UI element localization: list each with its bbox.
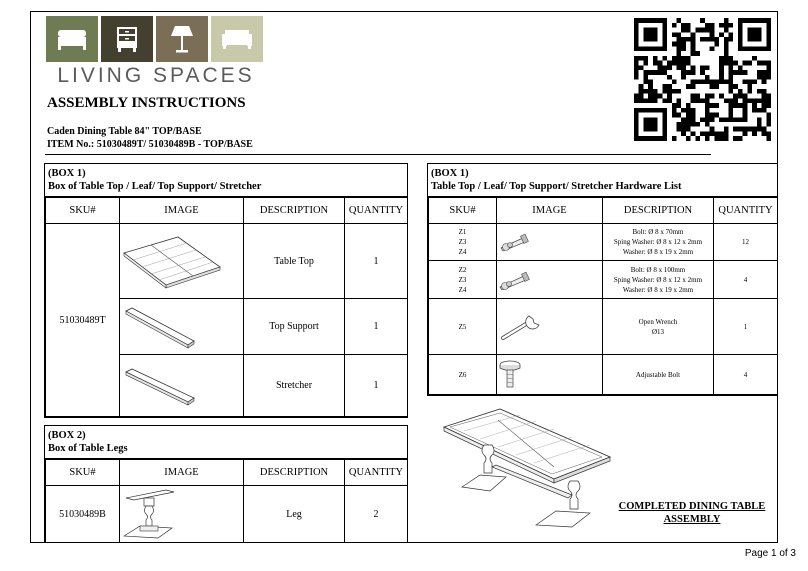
sku-cell: 51030489B bbox=[46, 486, 120, 543]
col-quantity: QUANTITY bbox=[345, 460, 408, 486]
adjustable-bolt-icon bbox=[497, 355, 603, 395]
leg-icon bbox=[120, 486, 244, 543]
page-title: ASSEMBLY INSTRUCTIONS bbox=[47, 95, 246, 111]
description-cell: Stretcher bbox=[244, 355, 345, 417]
col-sku: SKU# bbox=[46, 198, 120, 224]
bed-icon bbox=[46, 16, 98, 62]
dresser-icon bbox=[101, 16, 153, 62]
quantity-cell: 4 bbox=[714, 261, 778, 299]
description-line: Washer: Ø 8 x 19 x 2mm bbox=[622, 248, 694, 256]
box2-section bbox=[44, 425, 408, 543]
box2-heading: Box of Table Legs bbox=[48, 443, 128, 454]
completed-caption bbox=[612, 500, 772, 526]
col-description: DESCRIPTION bbox=[244, 198, 345, 224]
col-image: IMAGE bbox=[497, 198, 603, 224]
description-cell: Leg bbox=[244, 486, 345, 543]
sku-cell bbox=[429, 261, 497, 299]
hardware-header bbox=[428, 164, 777, 197]
quantity-cell: 1 bbox=[345, 224, 408, 299]
table-top-icon bbox=[444, 409, 610, 483]
description-line: Bolt: Ø 8 x 70mm bbox=[632, 228, 684, 236]
quantity-cell: 2 bbox=[345, 486, 408, 543]
col-image: IMAGE bbox=[120, 460, 244, 486]
sku-cell: Z6 bbox=[429, 355, 497, 395]
table-row bbox=[429, 224, 778, 261]
col-image: IMAGE bbox=[120, 198, 244, 224]
sku-cell: 51030489T bbox=[46, 224, 120, 417]
wrench-icon bbox=[497, 299, 603, 355]
table-row bbox=[46, 224, 408, 299]
box1-parts-header bbox=[45, 164, 407, 197]
table-row bbox=[429, 299, 778, 355]
description-line: Sping Washer: Ø 8 x 12 x 2mm bbox=[613, 275, 703, 284]
page-number: Page 1 of 3 bbox=[744, 548, 796, 559]
quantity-cell: 1 bbox=[345, 299, 408, 355]
hardware-heading: Table Top / Leaf/ Top Support/ Stretcher Hardware List bbox=[431, 181, 682, 192]
qr-code[interactable] bbox=[634, 18, 771, 141]
stretcher-icon bbox=[120, 355, 244, 417]
sku-cell: Z5 bbox=[429, 299, 497, 355]
col-sku: SKU# bbox=[46, 460, 120, 486]
box1-label: (BOX 1) bbox=[48, 168, 86, 179]
table-row bbox=[429, 261, 778, 299]
lamp-icon bbox=[156, 16, 208, 62]
hardware-box-label: (BOX 1) bbox=[431, 168, 469, 179]
quantity-cell: 12 bbox=[714, 224, 778, 261]
sku-cell bbox=[429, 224, 497, 261]
description-cell: Adjustable Bolt bbox=[603, 355, 714, 395]
hardware-table bbox=[428, 197, 778, 395]
item-number: ITEM No.: 51030489T/ 51030489B - TOP/BASE bbox=[47, 139, 253, 150]
header-divider bbox=[45, 154, 711, 155]
description-cell: Table Top bbox=[244, 224, 345, 299]
table-top-icon bbox=[120, 224, 244, 299]
table-row bbox=[429, 355, 778, 395]
bolt-set-icon bbox=[497, 224, 603, 261]
sku-line: Z4 bbox=[458, 285, 467, 294]
completed-line2: ASSEMBLY bbox=[663, 514, 721, 525]
box1-parts-table bbox=[45, 197, 408, 417]
quantity-cell: 1 bbox=[345, 355, 408, 417]
description-line: Sping Washer: Ø 8 x 12 x 2mm bbox=[613, 238, 703, 246]
sku-line: Z4 bbox=[458, 248, 467, 256]
col-sku: SKU# bbox=[429, 198, 497, 224]
box2-label: (BOX 2) bbox=[48, 430, 86, 441]
col-description: DESCRIPTION bbox=[244, 460, 345, 486]
sku-line: Z3 bbox=[458, 238, 467, 246]
box1-heading: Box of Table Top / Leaf/ Top Support/ Stretcher bbox=[48, 181, 262, 192]
description-line: Bolt: Ø 8 x 100mm bbox=[630, 265, 686, 274]
description-cell bbox=[603, 261, 714, 299]
brand-name: LIVING SPACES bbox=[57, 64, 255, 87]
col-quantity: QUANTITY bbox=[345, 198, 408, 224]
long-bolt-set-icon bbox=[497, 261, 603, 299]
col-description: DESCRIPTION bbox=[603, 198, 714, 224]
quantity-cell: 1 bbox=[714, 299, 778, 355]
col-quantity: QUANTITY bbox=[714, 198, 778, 224]
product-name: Caden Dining Table 84" TOP/BASE bbox=[47, 126, 202, 137]
box1-hardware-section bbox=[427, 163, 778, 396]
box1-parts-section bbox=[44, 163, 408, 418]
description-cell bbox=[603, 299, 714, 355]
completed-line1: COMPLETED DINING TABLE bbox=[618, 501, 766, 512]
quantity-cell: 4 bbox=[714, 355, 778, 395]
box2-header bbox=[45, 426, 407, 459]
completed-table-illustration bbox=[440, 405, 615, 535]
description-line: Washer: Ø 8 x 19 x 2mm bbox=[622, 285, 694, 294]
description-cell: Top Support bbox=[244, 299, 345, 355]
description-line: Open Wrench bbox=[638, 317, 678, 326]
sku-line: Z2 bbox=[458, 265, 467, 274]
sku-line: Z1 bbox=[458, 228, 467, 236]
brand-logo bbox=[46, 16, 263, 62]
description-cell bbox=[603, 224, 714, 261]
description-line: Ø13 bbox=[651, 327, 665, 336]
sofa-icon bbox=[211, 16, 263, 62]
sku-line: Z3 bbox=[458, 275, 467, 284]
top-support-icon bbox=[120, 299, 244, 355]
box2-table bbox=[45, 459, 408, 543]
table-row bbox=[46, 486, 408, 543]
